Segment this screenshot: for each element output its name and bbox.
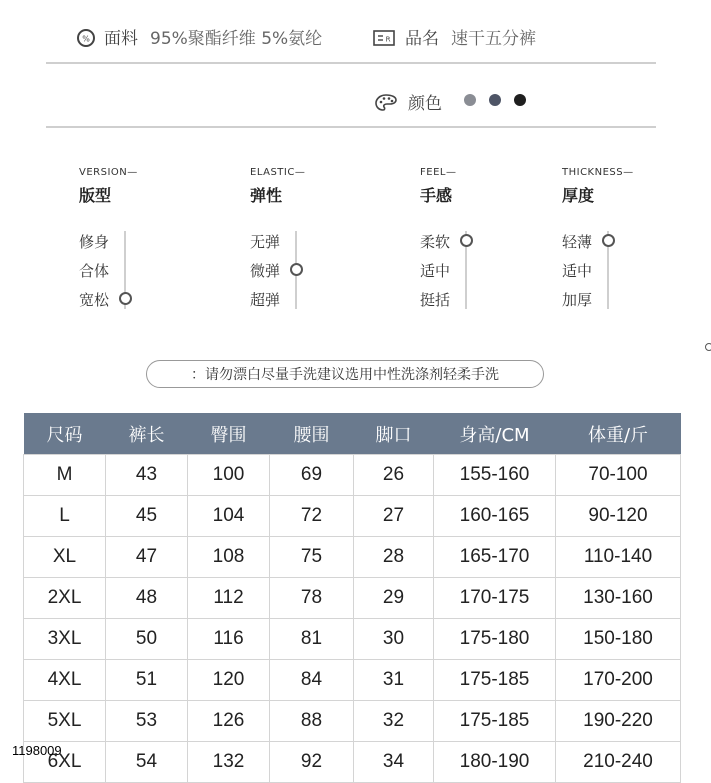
table-header-row <box>24 413 681 455</box>
table-row <box>24 455 681 496</box>
attribute-title: 厚度 <box>562 186 595 205</box>
selected-indicator-icon <box>460 234 473 247</box>
table-cell: 126 <box>188 701 270 742</box>
svg-text:%: % <box>82 34 90 44</box>
table-cell: L <box>24 496 106 537</box>
attribute-title: 手感 <box>420 186 453 205</box>
table-cell: 2XL <box>24 578 106 619</box>
fabric-info <box>76 24 322 49</box>
table-row <box>24 496 681 537</box>
selected-indicator-icon <box>119 292 132 305</box>
table-cell: 116 <box>188 619 270 660</box>
table-cell: 180-190 <box>434 742 556 783</box>
product-name-info <box>373 24 536 49</box>
column-header: 脚口 <box>354 413 434 455</box>
table-row <box>24 537 681 578</box>
size-table <box>23 413 681 783</box>
table-row <box>24 619 681 660</box>
table-cell: 104 <box>188 496 270 537</box>
table-cell: 88 <box>270 701 354 742</box>
column-header: 尺码 <box>24 413 106 455</box>
table-cell: 32 <box>354 701 434 742</box>
column-header: 腰围 <box>270 413 354 455</box>
table-cell: 112 <box>188 578 270 619</box>
table-cell: 100 <box>188 455 270 496</box>
table-row <box>24 701 681 742</box>
table-cell: 26 <box>354 455 434 496</box>
table-cell: 170-200 <box>556 660 681 701</box>
table-cell: 43 <box>106 455 188 496</box>
table-cell: 6XL <box>24 742 106 783</box>
selected-indicator-icon <box>290 263 303 276</box>
attribute-option: 微弹 <box>250 262 281 280</box>
attribute-eng-label: VERSION— <box>79 167 138 178</box>
table-cell: 70-100 <box>556 455 681 496</box>
attribute-option: 加厚 <box>562 291 593 309</box>
table-cell: 47 <box>106 537 188 578</box>
attribute-option: 修身 <box>79 233 110 251</box>
table-cell: 34 <box>354 742 434 783</box>
table-cell: XL <box>24 537 106 578</box>
table-cell: 165-170 <box>434 537 556 578</box>
column-header: 身高/CM <box>434 413 556 455</box>
table-cell: 150-180 <box>556 619 681 660</box>
table-cell: 190-220 <box>556 701 681 742</box>
attribute-eng-label: ELASTIC— <box>250 167 306 178</box>
table-row <box>24 660 681 701</box>
scroll-marker-icon <box>705 343 711 351</box>
selected-indicator-icon <box>602 234 615 247</box>
table-cell: 29 <box>354 578 434 619</box>
attribute-option: 挺括 <box>420 291 451 309</box>
color-label: 颜色 <box>408 94 442 114</box>
table-cell: 130-160 <box>556 578 681 619</box>
table-cell: 175-185 <box>434 660 556 701</box>
table-cell: 78 <box>270 578 354 619</box>
attribute-eng-label: THICKNESS— <box>562 167 634 178</box>
divider <box>46 62 656 64</box>
table-cell: 72 <box>270 496 354 537</box>
table-cell: 108 <box>188 537 270 578</box>
table-cell: 84 <box>270 660 354 701</box>
column-header: 臀围 <box>188 413 270 455</box>
attribute-option: 宽松 <box>79 291 110 309</box>
table-cell: 4XL <box>24 660 106 701</box>
color-swatch-black[interactable] <box>514 94 526 106</box>
color-swatch-gray[interactable] <box>464 94 476 106</box>
table-cell: 120 <box>188 660 270 701</box>
fabric-label: 面料 <box>104 29 138 49</box>
palette-icon <box>374 93 398 113</box>
table-body <box>24 455 681 783</box>
table-cell: 175-185 <box>434 701 556 742</box>
table-cell: 75 <box>270 537 354 578</box>
table-cell: 53 <box>106 701 188 742</box>
table-cell: 54 <box>106 742 188 783</box>
table-cell: 28 <box>354 537 434 578</box>
table-cell: 92 <box>270 742 354 783</box>
table-cell: 81 <box>270 619 354 660</box>
table-cell: 3XL <box>24 619 106 660</box>
attribute-option: 适中 <box>562 262 593 280</box>
svg-text:R: R <box>385 35 391 44</box>
table-cell: M <box>24 455 106 496</box>
color-swatch-slate[interactable] <box>489 94 501 106</box>
attribute-option: 适中 <box>420 262 451 280</box>
table-cell: 30 <box>354 619 434 660</box>
footer-id: 1198009 <box>12 743 62 758</box>
table-cell: 90-120 <box>556 496 681 537</box>
attribute-title: 版型 <box>79 186 112 205</box>
table-cell: 132 <box>188 742 270 783</box>
attribute-option: 柔软 <box>420 233 451 251</box>
color-info <box>374 89 442 114</box>
attribute-option: 合体 <box>79 262 110 280</box>
table-cell: 5XL <box>24 701 106 742</box>
table-cell: 48 <box>106 578 188 619</box>
attribute-option: 轻薄 <box>562 233 593 251</box>
table-cell: 31 <box>354 660 434 701</box>
table-cell: 27 <box>354 496 434 537</box>
divider <box>46 126 656 128</box>
care-note: ：请勿漂白尽量手洗建议选用中性洗涤剂轻柔手洗 <box>146 360 544 388</box>
attribute-title: 弹性 <box>250 186 283 205</box>
column-header: 体重/斤 <box>556 413 681 455</box>
fabric-value: 95%聚酯纤维 5%氨纶 <box>150 29 323 49</box>
attribute-option: 超弹 <box>250 291 281 309</box>
attribute-eng-label: FEEL— <box>420 167 457 178</box>
product-name-label: 品名 <box>405 29 439 49</box>
table-cell: 160-165 <box>434 496 556 537</box>
table-row <box>24 578 681 619</box>
product-name-value: 速干五分裤 <box>451 29 536 49</box>
table-cell: 69 <box>270 455 354 496</box>
table-cell: 50 <box>106 619 188 660</box>
table-cell: 45 <box>106 496 188 537</box>
table-cell: 155-160 <box>434 455 556 496</box>
attribute-option: 无弹 <box>250 233 281 251</box>
table-cell: 51 <box>106 660 188 701</box>
label-icon <box>373 29 395 47</box>
column-header: 裤长 <box>106 413 188 455</box>
table-cell: 110-140 <box>556 537 681 578</box>
table-cell: 175-180 <box>434 619 556 660</box>
percent-icon <box>76 28 96 48</box>
table-cell: 170-175 <box>434 578 556 619</box>
table-row <box>24 742 681 783</box>
table-cell: 210-240 <box>556 742 681 783</box>
